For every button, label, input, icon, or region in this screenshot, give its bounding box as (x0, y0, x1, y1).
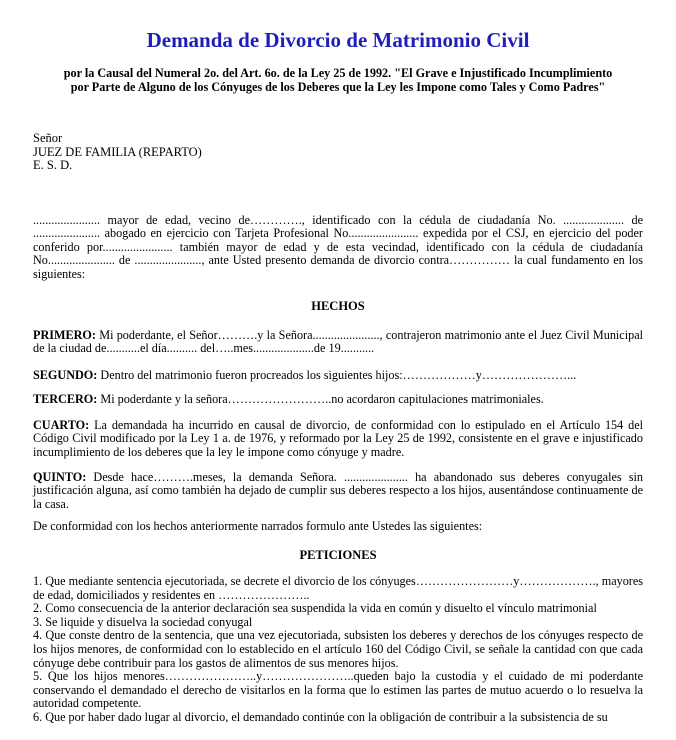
peticion-item: 5. Que los hijos menores…………………..y…………………..queden bajo la custodia y el cuidado de mi poderdante conservando el demandado el derecho de visitarlos en la forma que lo estimen las partes de mutuo acuerdo o lo resuelva la autoridad competente. (33, 669, 643, 711)
hecho-text: Mi poderdante, el Señor……….y la Señora......................, contrajeron matrimonio ante el Juez Civil Municipal de la ciudad de...........el día.......... del…..mes....................de 19........... (33, 328, 643, 356)
hecho-text: Dentro del matrimonio fueron procreados los siguientes hijos:………………y…………………... (97, 368, 577, 382)
hecho-quinto (33, 471, 643, 511)
hecho-cuarto (33, 419, 643, 459)
hecho-text: Mi poderdante y la señora……………………..no acordaron capitulaciones matrimoniales. (97, 392, 544, 406)
peticion-item: 3. Se liquide y disuelva la sociedad conyugal (33, 614, 253, 629)
addressee-block (33, 132, 202, 173)
document-subtitle: por la Causal del Numeral 2o. del Art. 6o. de la Ley 25 de 1992. "El Grave e Injustificado Incumplimiento por Parte de Alguno de los Cónyuges de los Deberes que la Ley les Impone como Tales y Como Padres" (63, 66, 613, 94)
hecho-tercero (33, 393, 643, 406)
hecho-segundo (33, 369, 643, 382)
hecho-label: QUINTO: (33, 470, 87, 484)
peticion-item: 1. Que mediante sentencia ejecutoriada, se decrete el divorcio de los cónyuges……………………y………………., mayores de edad, domiciliados y residentes en ………………….. (33, 574, 643, 602)
hecho-text: Desde hace……….meses, la demanda Señora. ..................... ha abandonado sus deberes conyugales sin justificación alguna, así como también ha dejado de cumplir sus deberes respecto a los hijos, ausentándose continuamente de la casa. (33, 470, 643, 511)
addressee-line-2: JUEZ DE FAMILIA (REPARTO) (33, 144, 202, 159)
peticion-item: 6. Que por haber dado lugar al divorcio, el demandado continúe con la obligación de contribuir a la subsistencia de su (33, 709, 608, 724)
hecho-label: CUARTO: (33, 418, 90, 432)
hecho-label: TERCERO: (33, 392, 98, 406)
addressee-line-1: Señor (33, 131, 63, 145)
document-title: Demanda de Divorcio de Matrimonio Civil (146, 28, 530, 52)
peticiones-heading: PETICIONES (299, 548, 377, 562)
hecho-primero (33, 329, 643, 356)
hecho-label: SEGUNDO: (33, 368, 98, 382)
peticiones-list (33, 575, 643, 725)
hechos-heading: HECHOS (311, 299, 365, 313)
peticion-item: 2. Como consecuencia de la anterior declaración sea suspendida la vida en común y disuelto el vínculo matrimonial (33, 601, 597, 616)
hecho-label: PRIMERO: (33, 328, 96, 342)
addressee-line-3: E. S. D. (33, 158, 73, 172)
hecho-text: La demandada ha incurrido en causal de divorcio, de conformidad con lo estipulado en el Artículo 154 del Código Civil modificado por la Ley 1 a. de 1976, y reformado por la Ley 25 de 1992, consistente en el grave e injustificado incumplimiento de los deberes que la ley le impone como cónyuge y madre. (33, 418, 643, 459)
intro-paragraph: ...................... mayor de edad, vecino de…………., identificado con la cédula de ciudadanía No. .................... de ...................... abogado en ejercicio con Tarjeta Profesional No....................... expedida por el CSJ, en ejercicio del poder conferido por....................... también mayor de edad y de esta vecindad, identificado con la cédula de ciudadanía No...................... de ......................, ante Usted presento demanda de divorcio contra…………… la cual fundamento en los siguientes: (33, 213, 643, 281)
transition-paragraph: De conformidad con los hechos anteriormente narrados formulo ante Ustedes las siguientes: (33, 519, 483, 533)
peticion-item: 4. Que conste dentro de la sentencia, que una vez ejecutoriada, subsisten los deberes y derechos de los cónyuges respecto de los hijos menores, de conformidad con lo establecido en el artículo 160 del Código Civil, se señale la cantidad con que cada cónyuge debe contribuir para los gastos de alimentos de sus menores hijos. (33, 628, 643, 670)
